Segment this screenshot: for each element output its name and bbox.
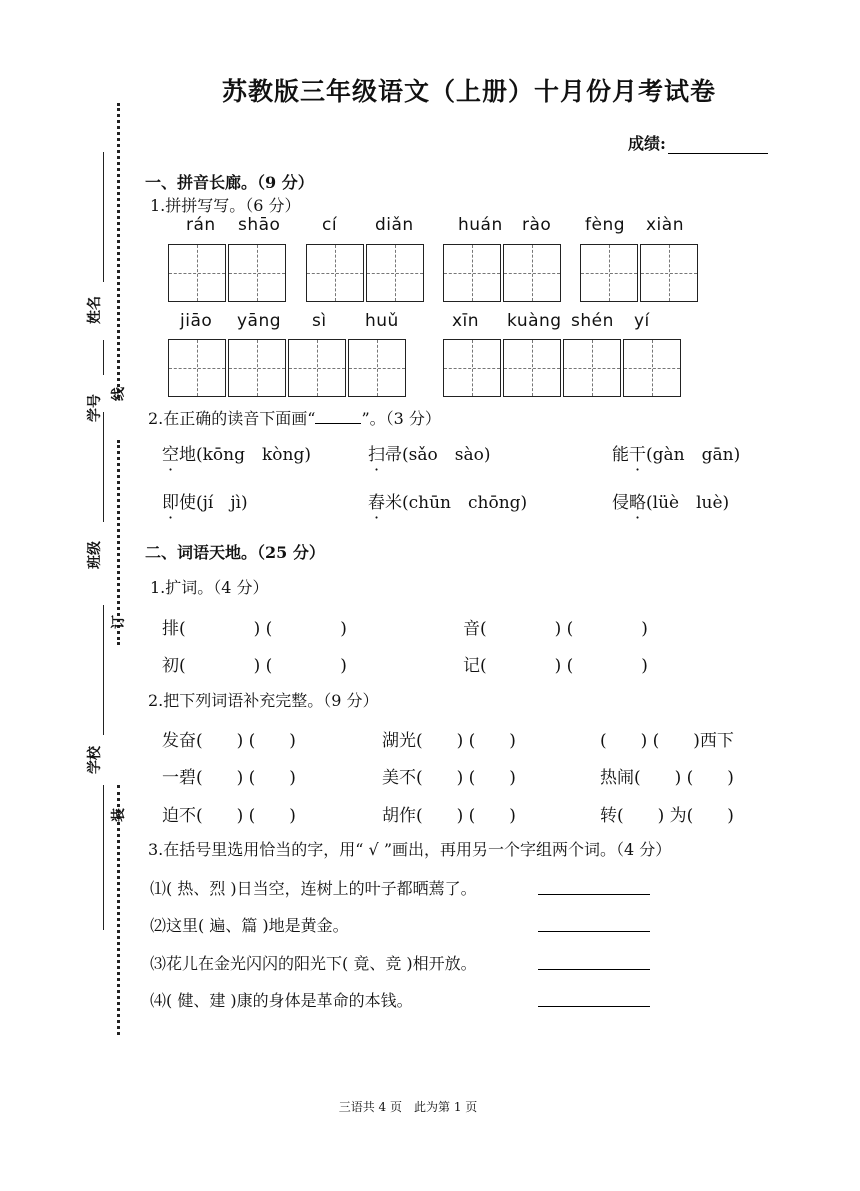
answer-line[interactable] — [538, 893, 650, 895]
section1-heading: 一、拼音长廊。（9 分） — [145, 173, 314, 192]
writing-grid[interactable] — [443, 244, 563, 302]
fill-item[interactable]: 湖光( ) ( ) — [382, 731, 516, 751]
grid-cell[interactable] — [228, 244, 286, 302]
expand-item[interactable]: 排( ) ( ) — [162, 619, 347, 639]
school-underline — [103, 605, 104, 735]
pinyin: yí — [634, 311, 650, 331]
section2-q1: 1.扩词。（4 分） — [150, 578, 269, 597]
name-label: 姓名 — [87, 296, 103, 324]
fill-item[interactable]: 转( ) 为( ) — [600, 806, 734, 826]
student-no-underline — [103, 340, 104, 375]
fill-item[interactable]: 美不( ) ( ) — [382, 768, 516, 788]
word-rest: 帚 — [385, 445, 402, 465]
binding-dotted-line-bottom — [117, 785, 120, 1035]
pronunciation-options[interactable]: (chūn chōng) — [402, 493, 528, 513]
reading-item — [612, 440, 740, 465]
score-label: 成绩: — [628, 134, 666, 153]
q2-prefix: 2.在正确的读音下面画“ — [148, 409, 316, 428]
grid-cell[interactable] — [580, 244, 638, 302]
writing-grid[interactable] — [168, 339, 408, 397]
section2-heading: 二、词语天地。（25 分） — [145, 543, 325, 562]
order-label: 订 — [111, 615, 127, 629]
grid-cell[interactable] — [168, 244, 226, 302]
dotted-char: 干 — [629, 445, 646, 465]
section1-q2 — [148, 406, 441, 429]
answer-line[interactable] — [538, 1005, 650, 1007]
reading-item — [368, 488, 527, 513]
expand-item[interactable]: 音( ) ( ) — [463, 619, 648, 639]
grid-cell[interactable] — [306, 244, 364, 302]
class-underline — [103, 412, 104, 522]
fill-item[interactable]: 胡作( ) ( ) — [382, 806, 516, 826]
reading-item — [162, 488, 248, 513]
expand-item[interactable]: 记( ) ( ) — [463, 656, 648, 676]
grid-cell[interactable] — [168, 339, 226, 397]
bind-label: 装 — [111, 808, 127, 822]
grid-cell[interactable] — [348, 339, 406, 397]
pinyin: huǔ — [365, 311, 399, 331]
dotted-char: 扫 — [368, 445, 385, 465]
line-label: 线 — [111, 387, 127, 401]
section2-q2: 2.把下列词语补充完整。（9 分） — [148, 691, 379, 710]
writing-grid[interactable] — [168, 244, 288, 302]
dotted-char: 舂 — [368, 493, 385, 513]
grid-cell[interactable] — [640, 244, 698, 302]
pinyin: xīn — [452, 311, 480, 331]
writing-grid[interactable] — [443, 339, 683, 397]
section1-q1: 1.拼拼写写。（6 分） — [150, 196, 301, 215]
pinyin: kuàng — [507, 311, 562, 331]
page-footer: 三语共 4 页 此为第 1 页 — [338, 1100, 478, 1114]
pinyin: cí — [322, 215, 338, 235]
page-title: 苏教版三年级语文（上册）十月份月考试卷 — [222, 77, 717, 106]
reading-item — [368, 440, 490, 465]
name-underline — [103, 152, 104, 282]
q2-suffix: ”。（3 分） — [361, 409, 441, 428]
pronunciation-options[interactable]: (lüè luè) — [646, 493, 730, 513]
choice-item[interactable]: ⑶花儿在金光闪闪的阳光下( 竟、竞 )相开放。 — [150, 954, 477, 973]
pronunciation-options[interactable]: (kōng kòng) — [196, 445, 311, 465]
pinyin: xiàn — [646, 215, 684, 235]
school-label: 学校 — [87, 746, 103, 774]
section2-q3: 3.在括号里选用恰当的字，用“ √ ”画出，再用另一个字组两个词。（4 分） — [148, 840, 672, 859]
fill-item[interactable]: 一碧( ) ( ) — [162, 768, 296, 788]
fill-item[interactable]: 发奋( ) ( ) — [162, 731, 296, 751]
reading-item — [162, 440, 311, 465]
dotted-char: 即 — [162, 493, 179, 513]
fill-item[interactable]: ( ) ( )西下 — [600, 731, 734, 751]
pinyin: sì — [312, 311, 327, 331]
grid-cell[interactable] — [366, 244, 424, 302]
pinyin: rán — [186, 215, 216, 235]
grid-cell[interactable] — [228, 339, 286, 397]
grid-cell[interactable] — [503, 339, 561, 397]
word-pre: 能 — [612, 445, 629, 465]
grid-cell[interactable] — [443, 339, 501, 397]
pronunciation-options[interactable]: (sǎo sào) — [402, 445, 491, 465]
pinyin: jiāo — [180, 311, 213, 331]
word-rest: 米 — [385, 493, 402, 513]
grid-cell[interactable] — [623, 339, 681, 397]
writing-grid[interactable] — [306, 244, 426, 302]
word-rest: 使 — [179, 493, 196, 513]
expand-item[interactable]: 初( ) ( ) — [162, 656, 347, 676]
student-no-label: 学号 — [87, 394, 103, 422]
choice-item[interactable]: ⑴( 热、烈 )日当空，连树上的叶子都晒蔫了。 — [150, 879, 477, 898]
grid-cell[interactable] — [563, 339, 621, 397]
underline-sample — [315, 413, 361, 424]
pinyin: huán — [458, 215, 503, 235]
fill-item[interactable]: 热闹( ) ( ) — [600, 768, 734, 788]
pinyin: rào — [522, 215, 552, 235]
word-pre: 侵 — [612, 493, 629, 513]
answer-line[interactable] — [538, 930, 650, 932]
pinyin: shén — [571, 311, 614, 331]
pronunciation-options[interactable]: (gàn gān) — [646, 445, 741, 465]
pinyin: fèng — [585, 215, 626, 235]
choice-item[interactable]: ⑷( 健、建 )康的身体是革命的本钱。 — [150, 991, 413, 1010]
grid-cell[interactable] — [443, 244, 501, 302]
school-underline-2 — [103, 785, 104, 930]
dotted-char: 略 — [629, 493, 646, 513]
answer-line[interactable] — [538, 968, 650, 970]
binding-dotted-line-top — [117, 103, 120, 398]
word-rest: 地 — [179, 445, 196, 465]
pinyin: shāo — [238, 215, 281, 235]
dotted-char: 空 — [162, 445, 179, 465]
grid-cell[interactable] — [288, 339, 346, 397]
fill-item[interactable]: 迫不( ) ( ) — [162, 806, 296, 826]
choice-item[interactable]: ⑵这里( 遍、篇 )地是黄金。 — [150, 916, 349, 935]
score-field — [628, 131, 768, 154]
pronunciation-options[interactable]: (jí jì) — [196, 493, 248, 513]
pinyin: yāng — [237, 311, 282, 331]
reading-item — [612, 488, 729, 513]
score-blank[interactable] — [668, 137, 768, 154]
grid-cell[interactable] — [503, 244, 561, 302]
writing-grid[interactable] — [580, 244, 700, 302]
pinyin: diǎn — [375, 215, 414, 235]
class-label: 班级 — [87, 541, 103, 569]
